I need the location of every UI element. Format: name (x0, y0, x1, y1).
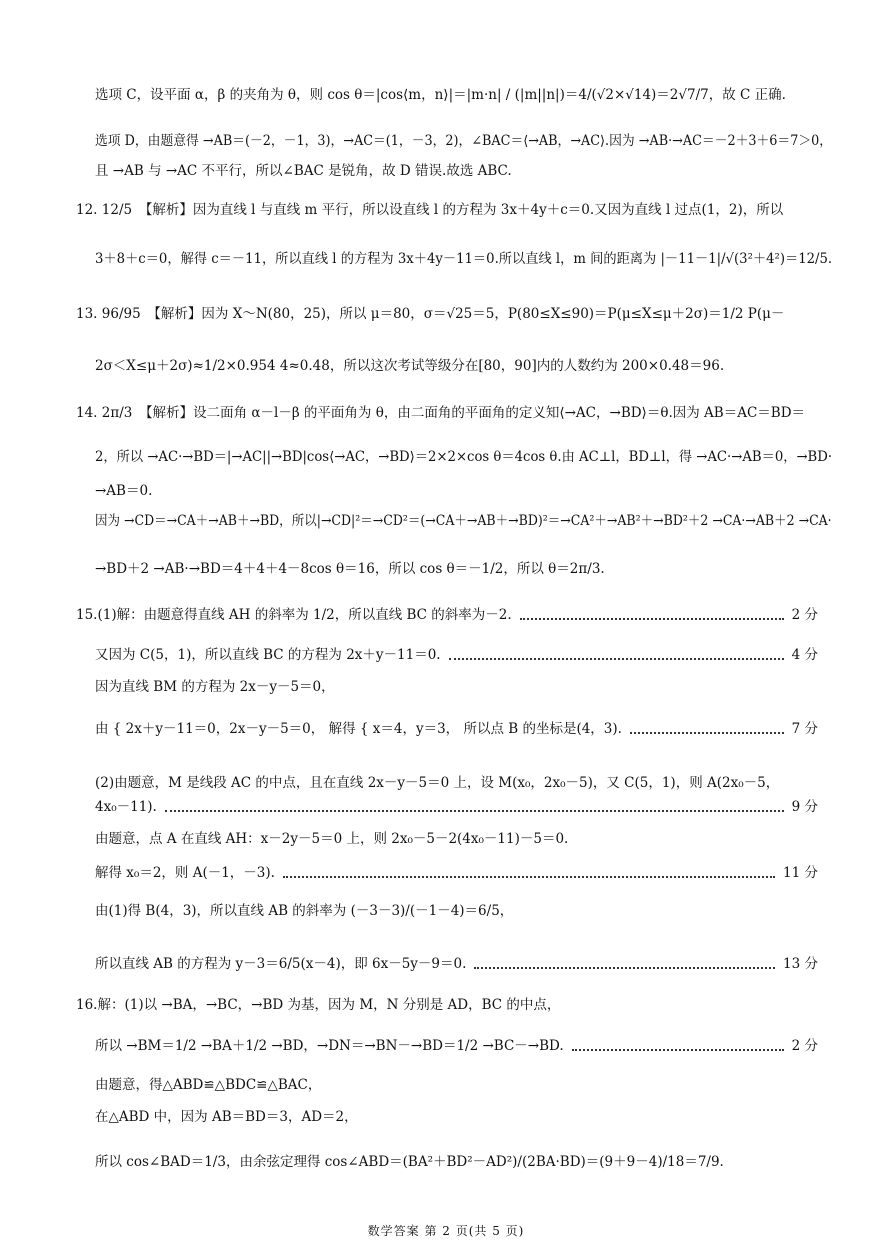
text-line: 因为 →CD＝→CA＋→AB＋→BD，所以|→CD|²＝→CD²＝(→CA＋→AB＋→BD)²＝→CA²＋→AB²＋→BD²＋2 →CA·→AB＋2 →CA· (95, 513, 832, 529)
text-line: 由(1)得 B(4，3)，所以直线 AB 的斜率为 (－3－3)/(－1－4)＝6/5， (95, 903, 514, 919)
text-line: (2)由题意，M 是线段 AC 的中点，且在直线 2x－y－5＝0 上，设 M(x₀，2x₀－5)，又 C(5，1)，则 A(2x₀－5， (95, 775, 780, 791)
text-line: →BD＋2 →AB·→BD＝4＋4＋4－8cos θ＝16，所以 cos θ＝－1/2，所以 θ＝2π/3. (95, 561, 605, 577)
dotted-leader (630, 732, 784, 734)
text-line: 所以 →BM＝1/2 →BA＋1/2 →BD，→DN＝→BN－→BD＝1/2 →BC－→BD. (95, 1038, 564, 1054)
dotted-leader (572, 1049, 784, 1051)
score-mark: 11 分 (783, 865, 818, 881)
dotted-leader (474, 967, 775, 969)
text-line: 4x₀－11). (95, 799, 157, 815)
score-mark: 2 分 (791, 607, 818, 623)
text-line: 14. 2π/3 【解析】设二面角 α－l－β 的平面角为 θ，由二面角的平面角的定义知⟨→AC，→BD⟩＝θ.因为 AB＝AC＝BD＝ (76, 405, 806, 421)
text-line: 由 { 2x＋y－11＝0，2x－y－5＝0， 解得 { x＝4，y＝3， 所以点 B 的坐标是(4，3). (95, 721, 622, 737)
text-line: 解得 x₀＝2，则 A(－1，－3). (95, 865, 275, 881)
dotted-leader (283, 876, 775, 878)
text-line: 在△ABD 中，因为 AB＝BD＝3，AD＝2， (95, 1109, 358, 1125)
text-line: 12. 12/5 【解析】因为直线 l 与直线 m 平行，所以设直线 l 的方程为 3x＋4y＋c＝0.又因为直线 l 过点(1，2)，所以 (76, 202, 784, 218)
text-line: 由题意，得△ABD≌△BDC≌△BAC， (95, 1077, 322, 1093)
text-line: 因为直线 BM 的方程为 2x－y－5＝0， (95, 679, 335, 695)
text-line: 3＋8＋c＝0，解得 c＝－11，所以直线 l 的方程为 3x＋4y－11＝0.所以直线 l，m 间的距离为 |－11－1|/√(3²＋4²)＝12/5. (95, 251, 833, 267)
text-line: 所以 cos∠BAD＝1/3，由余弦定理得 cos∠ABD＝(BA²＋BD²－AD²)/(2BA·BD)＝(9＋9－4)/18＝7/9. (95, 1154, 724, 1170)
text-line: 由题意，点 A 在直线 AH：x－2y－5＝0 上，则 2x₀－5－2(4x₀－11)－5＝0. (95, 831, 569, 847)
page-footer: 数学答案 第 2 页(共 5 页) (367, 1224, 525, 1238)
dotted-leader (520, 618, 784, 620)
text-line: 16.解：(1)以 →BA，→BC，→BD 为基，因为 M，N 分别是 AD，BC 的中点， (76, 997, 561, 1013)
text-line: 选项 C，设平面 α，β 的夹角为 θ，则 cos θ＝|cos⟨m，n⟩|＝|m·n| / (|m||n|)＝4/(√2×√14)＝2√7/7，故 C 正确. (95, 87, 786, 103)
text-line: 15.(1)解：由题意得直线 AH 的斜率为 1/2，所以直线 BC 的斜率为－2. (76, 607, 512, 623)
score-mark: 7 分 (791, 721, 818, 737)
dotted-leader (165, 810, 784, 812)
text-line: 2，所以 →AC·→BD＝|→AC||→BD|cos⟨→AC，→BD⟩＝2×2×cos θ＝4cos θ.由 AC⊥l，BD⊥l，得 →AC·→AB＝0，→BD· (95, 449, 833, 465)
text-line: 又因为 C(5，1)，所以直线 BC 的方程为 2x＋y－11＝0. (95, 647, 441, 663)
score-mark: 9 分 (791, 799, 818, 815)
score-mark: 2 分 (791, 1038, 818, 1054)
text-line: 且 →AB 与 →AC 不平行，所以∠BAC 是锐角，故 D 错误.故选 ABC. (95, 163, 512, 179)
text-line: 2σ＜X≤μ＋2σ)≈1/2×0.954 4≈0.48，所以这次考试等级分在[80，90]内的人数约为 200×0.48＝96. (95, 358, 725, 374)
text-line: 选项 D，由题意得 →AB＝(－2，－1，3)，→AC＝(1，－3，2)，∠BAC＝⟨→AB，→AC⟩.因为 →AB·→AC＝－2＋3＋6＝7＞0， (95, 133, 833, 149)
text-line: 所以直线 AB 的方程为 y－3＝6/5(x－4)，即 6x－5y－9＝0. (95, 956, 467, 972)
dotted-leader (449, 658, 784, 660)
text-line: →AB＝0. (95, 483, 153, 499)
score-mark: 13 分 (783, 956, 818, 972)
score-mark: 4 分 (791, 647, 818, 663)
text-line: 13. 96/95 【解析】因为 X～N(80，25)，所以 μ＝80，σ＝√25＝5，P(80≤X≤90)＝P(μ≤X≤μ＋2σ)＝1/2 P(μ－ (76, 306, 785, 322)
